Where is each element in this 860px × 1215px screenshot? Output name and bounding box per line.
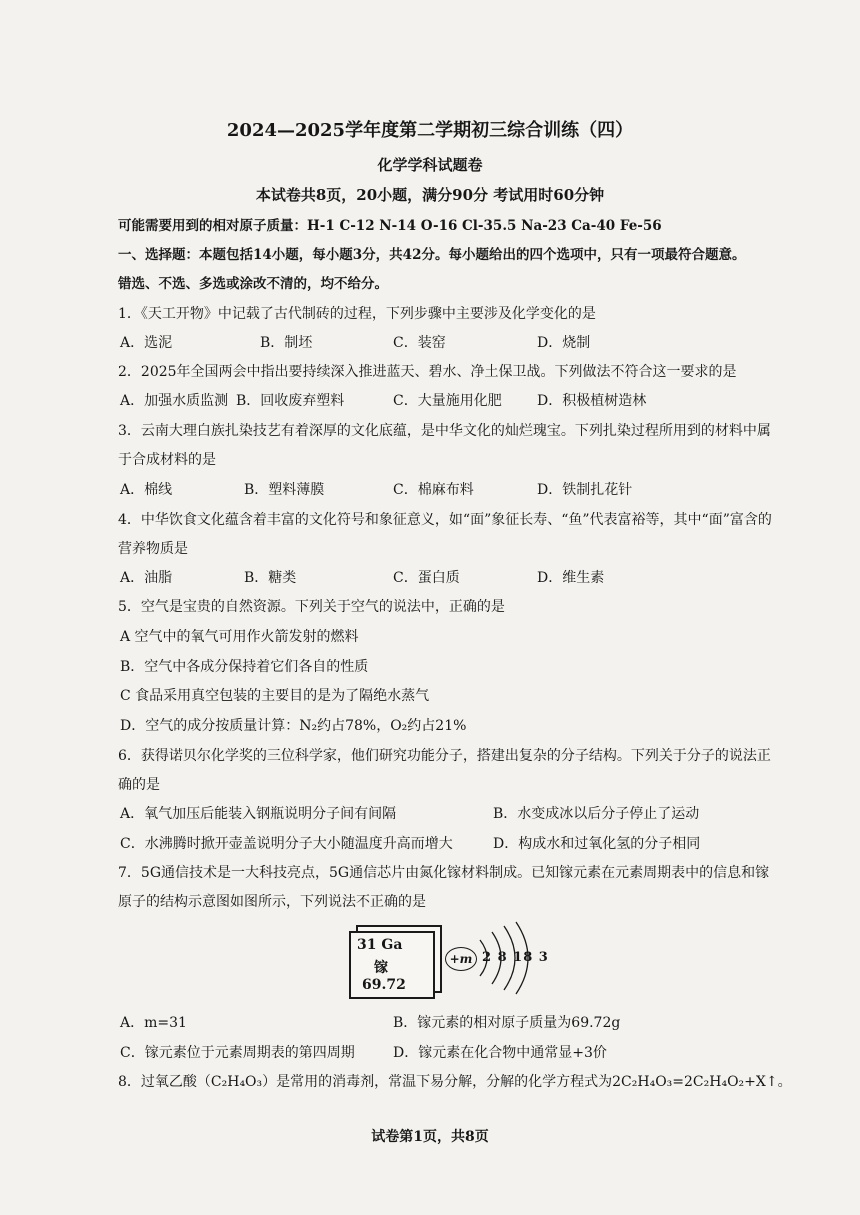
atom-nucleus: +m (445, 947, 477, 971)
question-2-option-c: C．大量施用化肥 (393, 393, 502, 409)
question-6-option-b: B．水变成冰以后分子停止了运动 (493, 806, 700, 822)
question-3-stem-line-1: 3．云南大理白族扎染技艺有着深厚的文化底蕴，是中华文化的灿烂瑰宝。下列扎染过程所用到的材料中属 (118, 423, 771, 439)
question-6-option-d: D．构成水和过氧化氢的分子相同 (493, 836, 701, 852)
exam-info: 本试卷共8页，20小题，满分90分 考试用时60分钟 (255, 186, 605, 204)
section-instructions-1: 一、选择题：本题包括14小题，每小题3分，共42分。每小题给出的四个选项中，只有一项最符合题意。 (118, 247, 746, 263)
question-4-option-c: C．蛋白质 (393, 570, 460, 586)
question-1-stem: 1．《天工开物》中记载了古代制砖的过程，下列步骤中主要涉及化学变化的是 (118, 306, 596, 322)
question-5-option-a: A 空气中的氧气可用作火箭发射的燃料 (120, 629, 359, 645)
element-name: 镓 (374, 960, 388, 976)
question-4-stem-line-1: 4．中华饮食文化蕴含着丰富的文化符号和象征意义，如“面”象征长寿、“鱼”代表富裕等，其中“面”富含的 (118, 512, 772, 528)
section-instructions-2: 错选、不选、多选或涂改不清的，均不给分。 (118, 276, 388, 292)
question-2-stem: 2．2025年全国两会中指出要持续深入推进蓝天、碧水、净土保卫战。下列做法不符合这一要求的是 (118, 364, 737, 380)
electron-shell-counts: 2 8 18 3 (482, 950, 549, 965)
question-8-stem: 8．过氧乙酸（C₂H₄O₃）是常用的消毒剂，常温下易分解，分解的化学方程式为2C₂H₄O₃=2C₂H₄O₂+X↑。 (118, 1074, 792, 1090)
question-7-option-c: C．镓元素位于元素周期表的第四周期 (120, 1045, 355, 1061)
question-5-option-d: D．空气的成分按质量计算：N₂约占78%，O₂约占21% (120, 718, 467, 734)
question-1-option-a: A．选泥 (120, 335, 173, 351)
question-2-option-a: A．加强水质监测 (120, 393, 229, 409)
question-6-option-c: C．水沸腾时掀开壶盖说明分子大小随温度升高而增大 (120, 836, 453, 852)
question-4-option-d: D．维生素 (537, 570, 605, 586)
question-5-option-c: C 食品采用真空包装的主要目的是为了隔绝水蒸气 (120, 688, 430, 704)
question-2-option-b: B．回收废弃塑料 (236, 393, 345, 409)
question-1-option-b: B．制坯 (260, 335, 313, 351)
subject-title: 化学学科试题卷 (377, 156, 483, 174)
question-7-option-a: A．m=31 (120, 1015, 187, 1031)
page-footer: 试卷第1页，共8页 (371, 1129, 489, 1145)
question-7-option-d: D．镓元素在化合物中通常显+3价 (393, 1045, 607, 1061)
question-3-option-a: A．棉线 (120, 482, 173, 498)
question-3-option-c: C．棉麻布料 (393, 482, 474, 498)
question-2-option-d: D．积极植树造林 (537, 393, 647, 409)
exam-title: 2024—2025学年度第二学期初三综合训练（四） (226, 120, 634, 141)
question-6-option-a: A．氧气加压后能装入钢瓶说明分子间有间隔 (120, 806, 397, 822)
question-7-stem-line-2: 原子的结构示意图如图所示，下列说法不正确的是 (118, 894, 426, 910)
question-5-stem: 5．空气是宝贵的自然资源。下列关于空气的说法中，正确的是 (118, 599, 505, 615)
question-4-stem-line-2: 营养物质是 (118, 541, 188, 557)
question-5-option-b: B．空气中各成分保持着它们各自的性质 (120, 659, 369, 675)
question-7-stem-line-1: 7．5G通信技术是一大科技亮点，5G通信芯片由氮化镓材料制成。已知镓元素在元素周期表中的信息和镓 (118, 865, 770, 881)
atomic-masses: 可能需要用到的相对原子质量：H-1 C-12 N-14 O-16 Cl-35.5 Na-23 Ca-40 Fe-56 (118, 218, 662, 234)
element-number-symbol: 31 Ga (357, 937, 403, 953)
question-3-stem-line-2: 于合成材料的是 (118, 452, 216, 468)
element-mass: 69.72 (362, 977, 406, 993)
question-6-stem-line-2: 确的是 (118, 777, 160, 793)
question-6-stem-line-1: 6．获得诺贝尔化学奖的三位科学家，他们研究功能分子，搭建出复杂的分子结构。下列关于分子的说法正 (118, 748, 771, 764)
question-3-option-d: D．铁制扎花针 (537, 482, 633, 498)
question-3-option-b: B．塑料薄膜 (244, 482, 325, 498)
question-1-option-d: D．烧制 (537, 335, 591, 351)
question-4-option-b: B．糖类 (244, 570, 297, 586)
question-1-option-c: C．装窑 (393, 335, 446, 351)
question-4-option-a: A．油脂 (120, 570, 173, 586)
question-7-option-b: B．镓元素的相对原子质量为69.72g (393, 1015, 621, 1031)
